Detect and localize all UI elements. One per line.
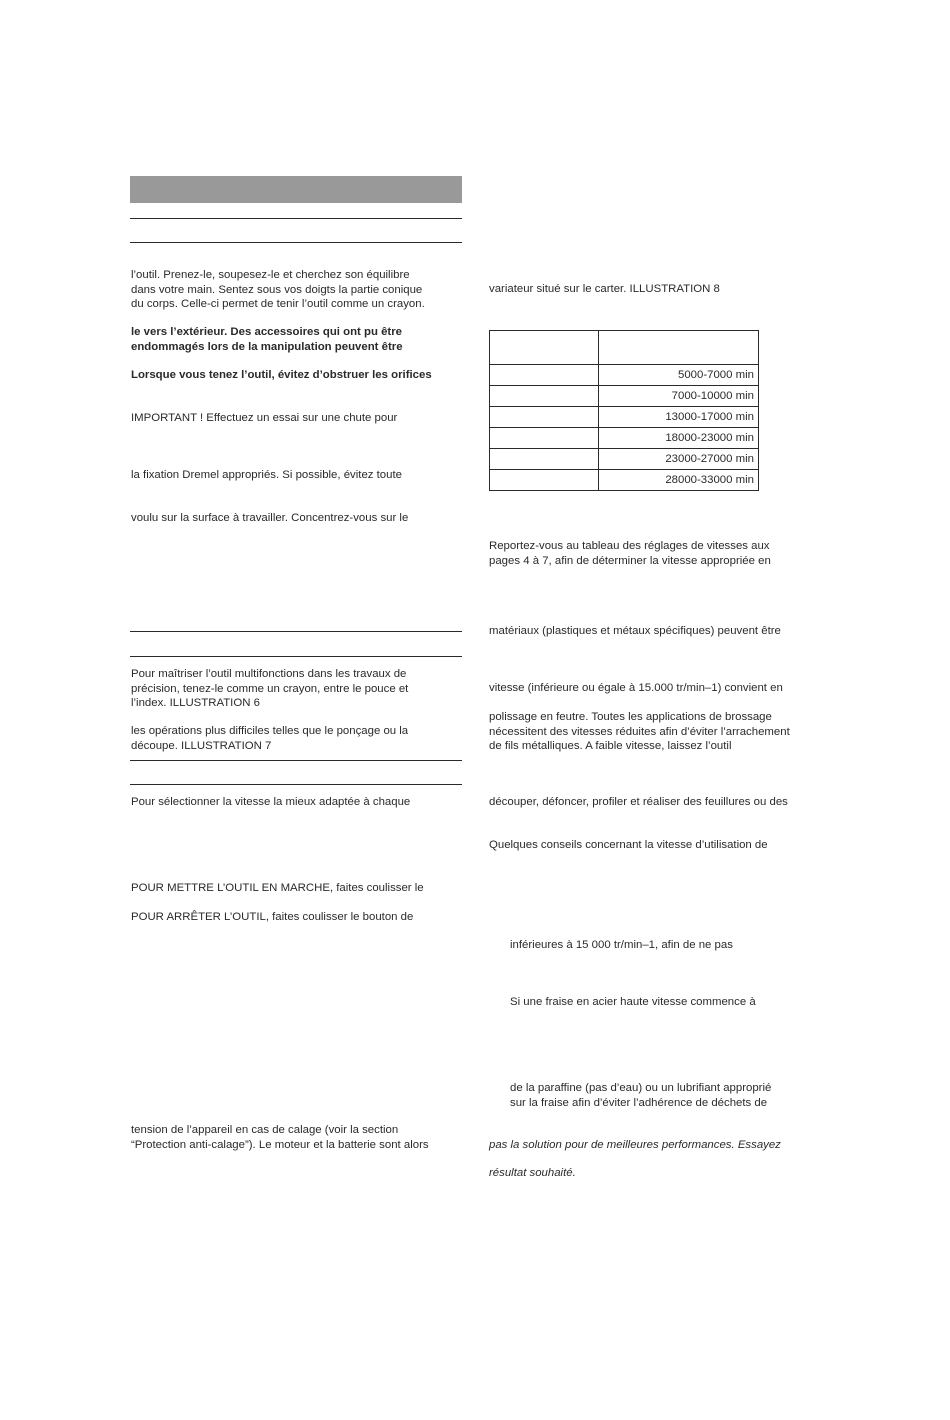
text-line: dans votre main. Sentez sous vos doigts la partie conique (131, 283, 423, 296)
paragraph-important: IMPORTANT ! Effectuez un essai sur une chute pour (131, 412, 398, 424)
speed-cell: 13000-17000 min (599, 407, 759, 428)
divider-rule (130, 656, 462, 657)
table-row (490, 470, 759, 491)
table-cell (490, 386, 599, 407)
text-line: “Protection anti-calage”). Le moteur et la batterie sont alors (131, 1138, 429, 1151)
text-line: nécessitent des vitesses réduites afin d’éviter l’arrachement (489, 725, 790, 738)
paragraph-speed-select: Pour sélectionner la vitesse la mieux adaptée à chaque (131, 796, 411, 808)
table-row (490, 449, 759, 470)
bullet-lower-speeds: inférieures à 15 000 tr/min–1, afin de ne pas (510, 939, 733, 951)
table-row (490, 428, 759, 449)
text-line: sur la fraise afin d’éviter l’adhérence de déchets de (510, 1096, 768, 1109)
paragraph-vents-warning: Lorsque vous tenez l’outil, évitez d’obstruer les orifices (131, 369, 432, 381)
speed-cell: 18000-23000 min (599, 428, 759, 449)
table-cell (490, 407, 599, 428)
table-row (490, 331, 759, 365)
bullet-hss-cutter: Si une fraise en acier haute vitesse commence à (510, 996, 756, 1008)
table-cell (490, 428, 599, 449)
paragraph-balance (131, 268, 462, 312)
paragraph-power-on: POUR METTRE L’OUTIL EN MARCHE, faites coulisser le (131, 882, 424, 894)
paragraph-brushing (489, 710, 829, 754)
paragraph-low-speed: vitesse (inférieure ou égale à 15.000 tr/min–1) convient en (489, 682, 783, 694)
paragraph-accessories-warning (131, 325, 462, 354)
text-line: Reportez-vous au tableau des réglages de vitesses aux (489, 540, 770, 552)
paragraph-cutting: découper, défoncer, profiler et réaliser des feuillures ou des (489, 796, 788, 808)
paragraph-stall-protection (131, 1123, 462, 1152)
bullet-paraffin (510, 1081, 830, 1110)
table-cell (490, 449, 599, 470)
section-header-bar (130, 176, 462, 203)
table-cell (599, 331, 759, 365)
divider-rule (130, 631, 462, 632)
paragraph-speed-tips: Quelques conseils concernant la vitesse d’utilisation de (489, 839, 768, 851)
speed-cell: 28000-33000 min (599, 470, 759, 491)
text-line: les opérations plus difficiles telles que le ponçage ou la (131, 725, 409, 737)
text-line: du corps. Celle-ci permet de tenir l’outil comme un crayon. (131, 298, 425, 310)
paragraph-pencil-grip (131, 667, 462, 711)
divider-rule (130, 784, 462, 785)
table-cell (490, 365, 599, 386)
paragraph-dremel-fixation: la fixation Dremel appropriés. Si possible, évitez toute (131, 469, 402, 481)
text-line: de fils métalliques. A faible vitesse, laissez l’outil (489, 740, 732, 752)
speed-cell: 5000-7000 min (599, 365, 759, 386)
table-row (490, 407, 759, 428)
paragraph-italic-note: pas la solution pour de meilleures performances. Essayez (489, 1139, 781, 1151)
text-line: le vers l’extérieur. Des accessoires qui ont pu être (131, 326, 402, 338)
paragraph-materials: matériaux (plastiques et métaux spécifiques) peuvent être (489, 625, 781, 637)
text-line: pages 4 à 7, afin de déterminer la vitesse appropriée en (489, 554, 771, 567)
text-line: tension de l’appareil en cas de calage (voir la section (131, 1124, 399, 1136)
table-cell (490, 331, 599, 365)
paragraph-work-surface: voulu sur la surface à travailler. Concentrez-vous sur le (131, 512, 409, 524)
text-line: découpe. ILLUSTRATION 7 (131, 739, 272, 752)
table-row (490, 365, 759, 386)
text-line: précision, tenez-le comme un crayon, entre le pouce et (131, 682, 409, 695)
speed-table (489, 330, 759, 491)
text-line: l’outil. Prenez-le, soupesez-le et cherchez son équilibre (131, 269, 410, 281)
paragraph-difficult-operations (131, 724, 462, 753)
divider-rule (130, 760, 462, 761)
paragraph-italic-result: résultat souhaité. (489, 1167, 576, 1179)
divider-rule (130, 218, 462, 219)
text-line: l’index. ILLUSTRATION 6 (131, 697, 260, 709)
paragraph-speed-reference (489, 539, 829, 568)
paragraph-variator: variateur situé sur le carter. ILLUSTRATION 8 (489, 283, 720, 295)
paragraph-power-off: POUR ARRÊTER L’OUTIL, faites coulisser le bouton de (131, 911, 414, 923)
divider-rule (130, 242, 462, 243)
text-line: de la paraffine (pas d’eau) ou un lubrifiant approprié (510, 1082, 772, 1094)
table-cell (490, 470, 599, 491)
text-line: endommagés lors de la manipulation peuvent être (131, 340, 403, 353)
table-row (490, 386, 759, 407)
text-line: Pour maîtriser l’outil multifonctions dans les travaux de (131, 668, 407, 680)
speed-cell: 23000-27000 min (599, 449, 759, 470)
speed-cell: 7000-10000 min (599, 386, 759, 407)
text-line: polissage en feutre. Toutes les applications de brossage (489, 711, 772, 723)
